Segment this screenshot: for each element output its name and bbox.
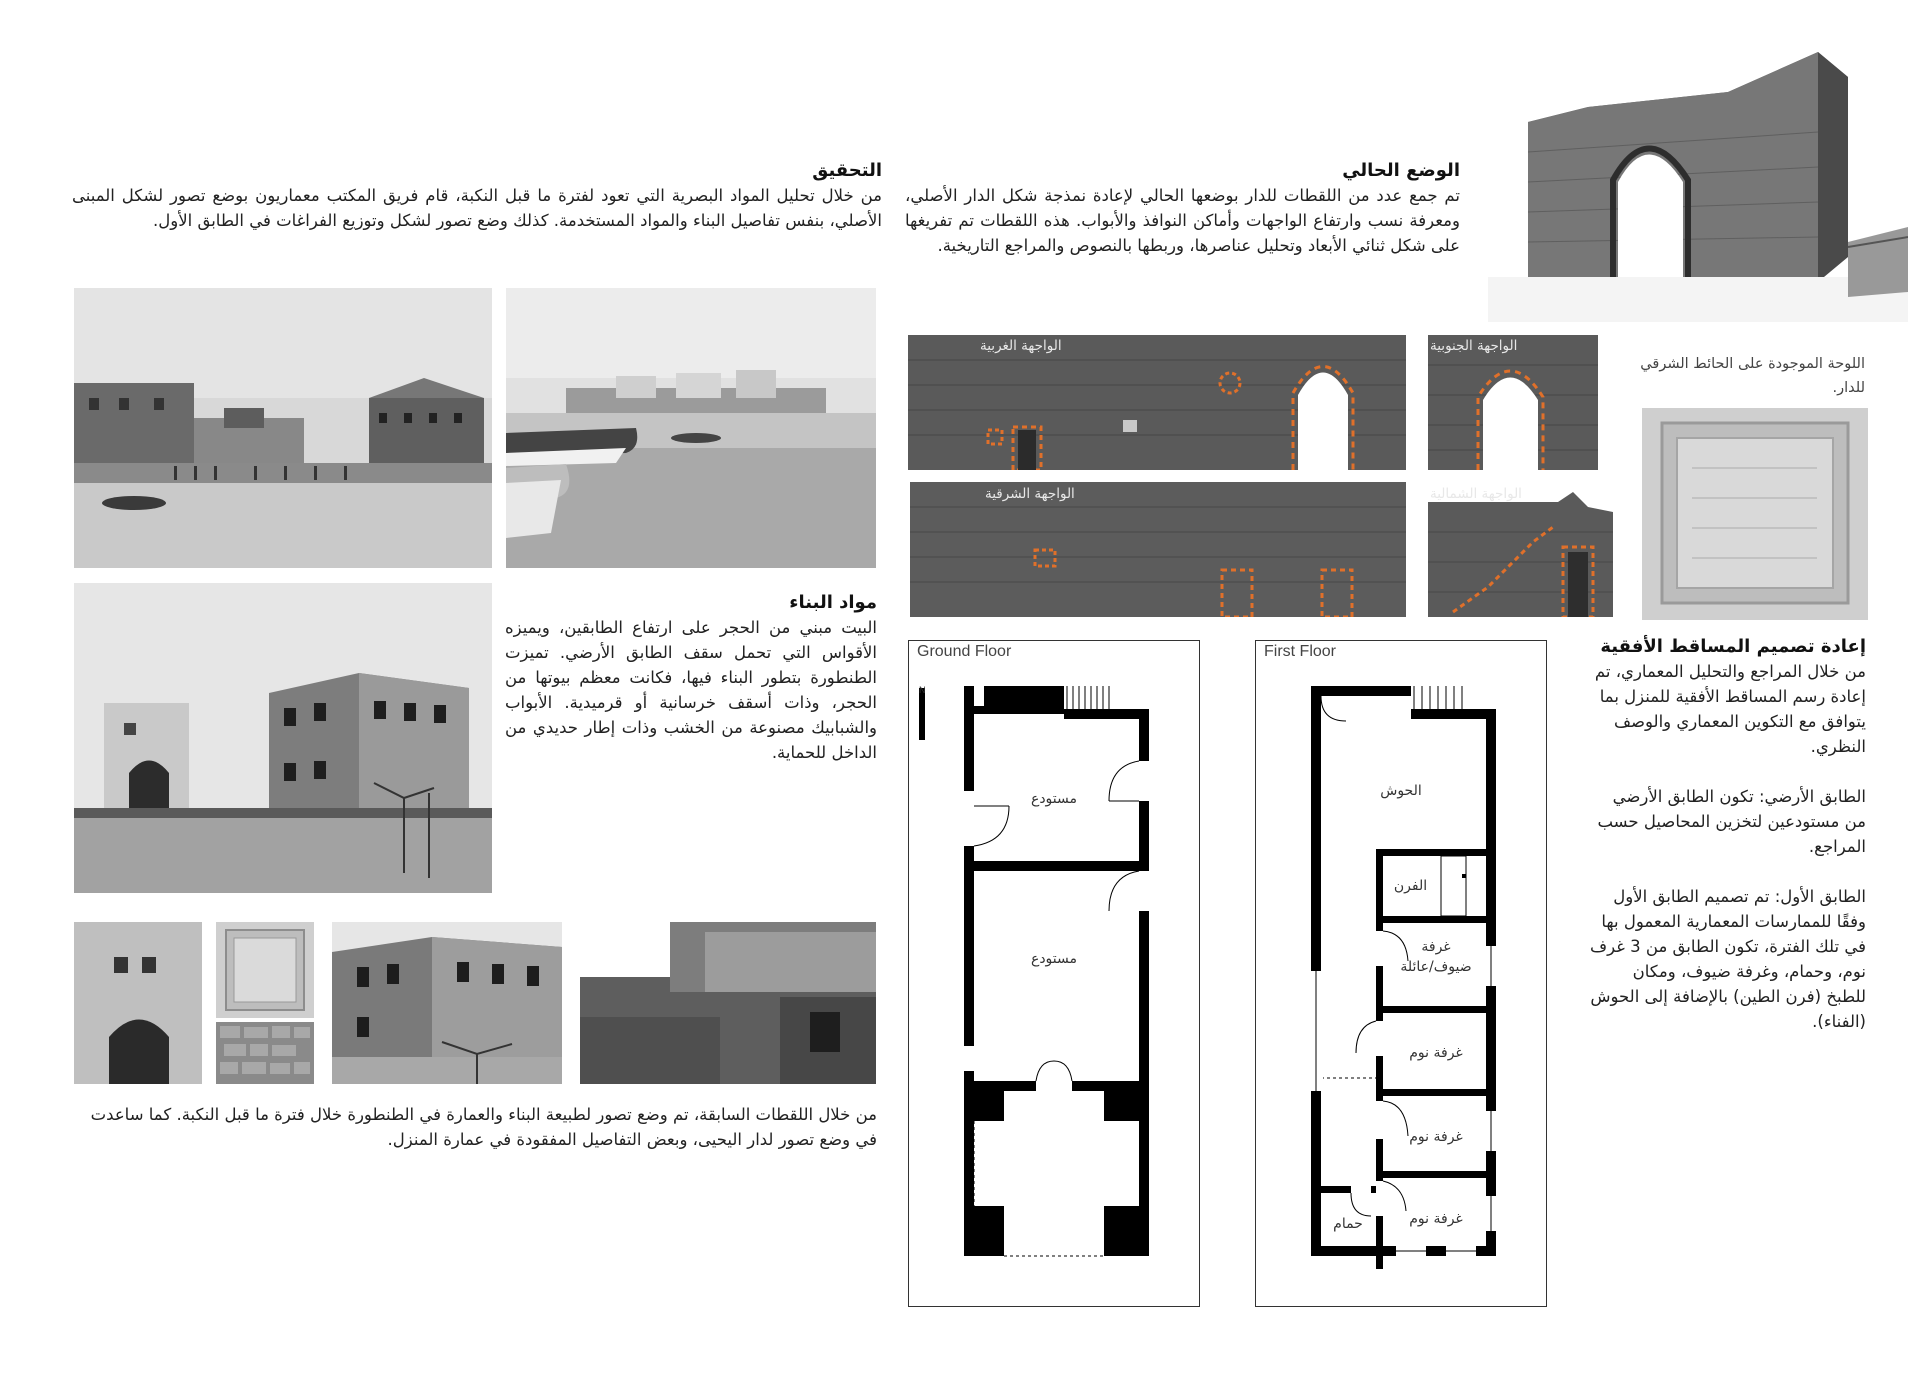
- research-title: التحقيق: [812, 160, 882, 181]
- historic-photo-harbor: [74, 288, 492, 568]
- historic-photo-beach: [506, 288, 876, 568]
- ground-store-2-label: مستودع: [1030, 951, 1078, 967]
- ruin-photo: [1488, 52, 1908, 322]
- first-floor-plan: [1255, 640, 1547, 1307]
- redesign-section: [1590, 634, 1866, 1034]
- ground-floor-plan: [908, 640, 1200, 1307]
- current-title: الوضع الحالي: [1342, 160, 1460, 181]
- research-body: من خلال تحليل المواد البصرية التي تعود لفترة ما قبل النكبة، قام فريق المكتب معماريون بوضع تصور لشكل المبنى الأصلي، بنفس تفاصيل البناء والمواد المستخدمة. كذلك وضع تصور لشكل وتوزيع الفراغات في الطابق الأول.: [72, 186, 882, 230]
- facade-east: [910, 482, 1406, 617]
- facade-west: [908, 335, 1406, 470]
- detail-plaque: [216, 922, 314, 1018]
- redesign-ground: الطابق الأرضي: تكون الطابق الأرضي من مستودعين لتخزين المحاصيل حسب المراجع.: [1597, 787, 1866, 856]
- first-bed-3-label: غرفة نوم: [1409, 1211, 1463, 1227]
- current-section: [905, 158, 1460, 258]
- first-courtyard-label: الحوش: [1380, 783, 1422, 799]
- first-oven-label: الفرن: [1393, 878, 1428, 894]
- plaque-photo: [1642, 408, 1868, 620]
- materials-title: مواد البناء: [789, 592, 877, 613]
- facade-south: [1428, 335, 1598, 470]
- first-bath-label: حمام: [1333, 1216, 1363, 1232]
- redesign-first: الطابق الأول: تم تصميم الطابق الأول وفقًا للممارسات المعمارية المعمول بها في تلك الفترة، تكون الطابق من 3 غرف نوم، وحمام، وغرفة ضيوف، ومكان للطبخ (فرن الطين) بالإضافة إلى الحوش (الفناء).: [1590, 887, 1866, 1031]
- first-guest-label-2: ضيوف/عائلة: [1400, 959, 1472, 975]
- facade-east-label: الواجهة الشرقية: [985, 486, 1075, 502]
- first-guest-label-1: غرفة: [1421, 939, 1451, 955]
- detail-wall-closeup: [580, 922, 876, 1084]
- ground-north-marker: N: [919, 685, 926, 695]
- first-floor-title: First Floor: [1264, 643, 1336, 660]
- first-bed-2-label: غرفة نوم: [1409, 1129, 1463, 1145]
- facade-south-label: الواجهة الجنوبية: [1430, 338, 1518, 354]
- first-bed-1-label: غرفة نوم: [1409, 1045, 1463, 1061]
- plaque-caption: اللوحة الموجودة على الحائط الشرقي للدار.: [1640, 356, 1865, 396]
- ground-store-1-label: مستودع: [1030, 791, 1078, 807]
- ground-floor-drawing: [909, 641, 1199, 1306]
- materials-section: [505, 590, 877, 765]
- redesign-title: إعادة تصميم المساقط الأفقية: [1600, 636, 1866, 657]
- redesign-intro: من خلال المراجع والتحليل المعماري، تم إعادة رسم المساقط الأفقية للمنزل بما يتوافق مع التكوين المعماري والوصف النظري.: [1594, 662, 1866, 756]
- detail-stone-texture: [216, 1022, 314, 1084]
- detail-arch: [74, 922, 202, 1084]
- research-section: [72, 158, 882, 233]
- facade-west-label: الواجهة الغربية: [980, 338, 1062, 354]
- ground-floor-title: Ground Floor: [917, 643, 1012, 660]
- facade-north: [1428, 482, 1613, 617]
- materials-body: البيت مبني من الحجر على ارتفاع الطابقين، ويميزه الأقواس التي تحمل سقف الطابق الأرضي. تميزت الطنطورة بتطور البناء فيها، فكانت معظم بيوتها من الحجر، وذات أسقف خرسانية أو قرميدية. الأبواب والشبابيك مصنوعة من الخشب وذات إطار حديدي من الداخل للحماية.: [505, 618, 877, 762]
- detail-building: [332, 922, 562, 1084]
- current-body: تم جمع عدد من اللقطات للدار بوضعها الحالي لإعادة نمذجة شكل الدار الأصلي، ومعرفة نسب وارتفاع الواجهات وأماكن النوافذ والأبواب. هذه اللقطات تم تفريغها على شكل ثنائي الأبعاد وتحليل عناصرها، وربطها بالنصوص والمراجع التاريخية.: [905, 186, 1460, 255]
- conclusion-text: من خلال اللقطات السابقة، تم وضع تصور لطبيعة البناء والعمارة في الطنطورة خلال فترة ما قبل النكبة. كما ساعدت في وضع تصور لدار اليحيى، وبعض التفاصيل المفقودة في عمارة المنزل.: [90, 1105, 877, 1149]
- historic-photo-buildings: [74, 583, 492, 893]
- facade-north-label: الواجهة الشمالية: [1430, 486, 1522, 502]
